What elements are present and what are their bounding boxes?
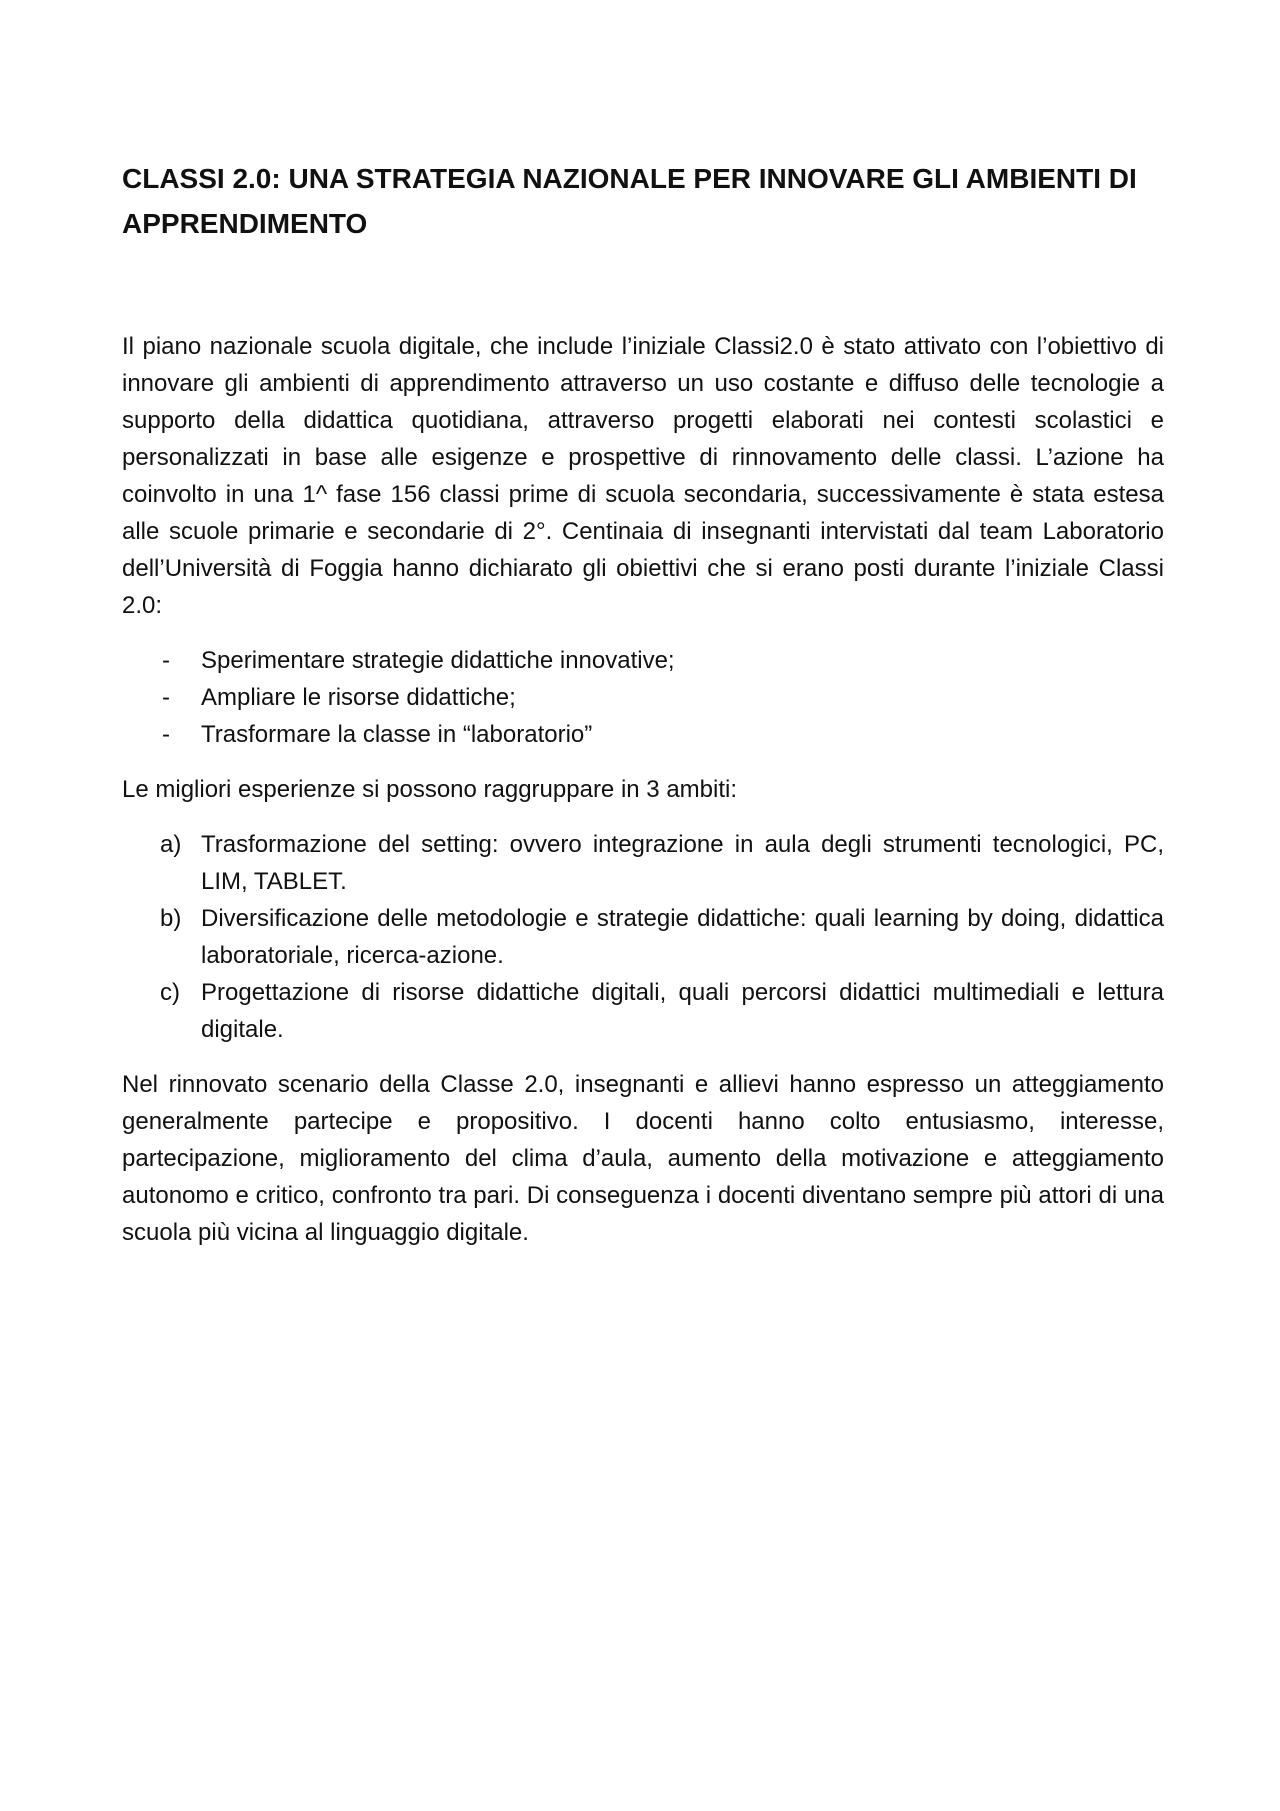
areas-lead-paragraph: Le migliori esperienze si possono raggruppare in 3 ambiti:	[122, 776, 737, 803]
list-item-text: Diversificazione delle metodologie e strategie didattiche: quali learning by doing, didattica laboratoriale, ricerca-azione.	[201, 905, 1164, 969]
list-item-text: Ampliare le risorse didattiche;	[201, 684, 516, 711]
list-marker: c)	[160, 979, 180, 1006]
list-marker: -	[162, 647, 170, 674]
list-item-text: Trasformazione del setting: ovvero integrazione in aula degli strumenti tecnologici, PC, LIM, TABLET.	[201, 831, 1164, 895]
list-item	[122, 642, 1164, 679]
objectives-list	[122, 642, 1164, 753]
list-item	[122, 679, 1164, 716]
list-item-text: Trasformare la classe in “laboratorio”	[201, 721, 593, 748]
list-item	[122, 900, 1164, 974]
list-marker: a)	[160, 831, 182, 858]
list-item	[122, 826, 1164, 900]
list-item	[122, 974, 1164, 1048]
areas-list	[122, 826, 1164, 1048]
list-item	[122, 716, 1164, 753]
list-item-text: Progettazione di risorse didattiche digitali, quali percorsi didattici multimediali e lettura digitale.	[201, 979, 1164, 1043]
document-title: CLASSI 2.0: UNA STRATEGIA NAZIONALE PER INNOVARE GLI AMBIENTI DI APPRENDIMENTO	[122, 163, 1137, 239]
closing-paragraph: Nel rinnovato scenario della Classe 2.0, insegnanti e allievi hanno espresso un atteggiamento generalmente partecipe e propositivo. I docenti hanno colto entusiasmo, interesse, partecipazione, miglioramento del clima d’aula, aumento della motivazione e atteggiamento autonomo e critico, confronto tra pari. Di conseguenza i docenti diventano sempre più attori di una scuola più vicina al linguaggio digitale.	[122, 1071, 1164, 1246]
intro-paragraph: Il piano nazionale scuola digitale, che include l’iniziale Classi2.0 è stato attivato con l’obiettivo di innovare gli ambienti di apprendimento attraverso un uso costante e diffuso delle tecnologie a supporto della didattica quotidiana, attraverso progetti elaborati nei contesti scolastici e personalizzati in base alle esigenze e prospettive di rinnovamento delle classi. L’azione ha coinvolto in una 1^ fase 156 classi prime di scuola secondaria, successivamente è stata estesa alle scuole primarie e secondarie di 2°. Centinaia di insegnanti intervistati dal team Laboratorio dell’Università di Foggia hanno dichiarato gli obiettivi che si erano posti durante l’iniziale Classi 2.0:	[122, 333, 1164, 619]
document-body	[122, 156, 1164, 1251]
list-marker: -	[162, 721, 170, 748]
list-item-text: Sperimentare strategie didattiche innovative;	[201, 647, 675, 674]
list-marker: -	[162, 684, 170, 711]
list-marker: b)	[160, 905, 182, 932]
